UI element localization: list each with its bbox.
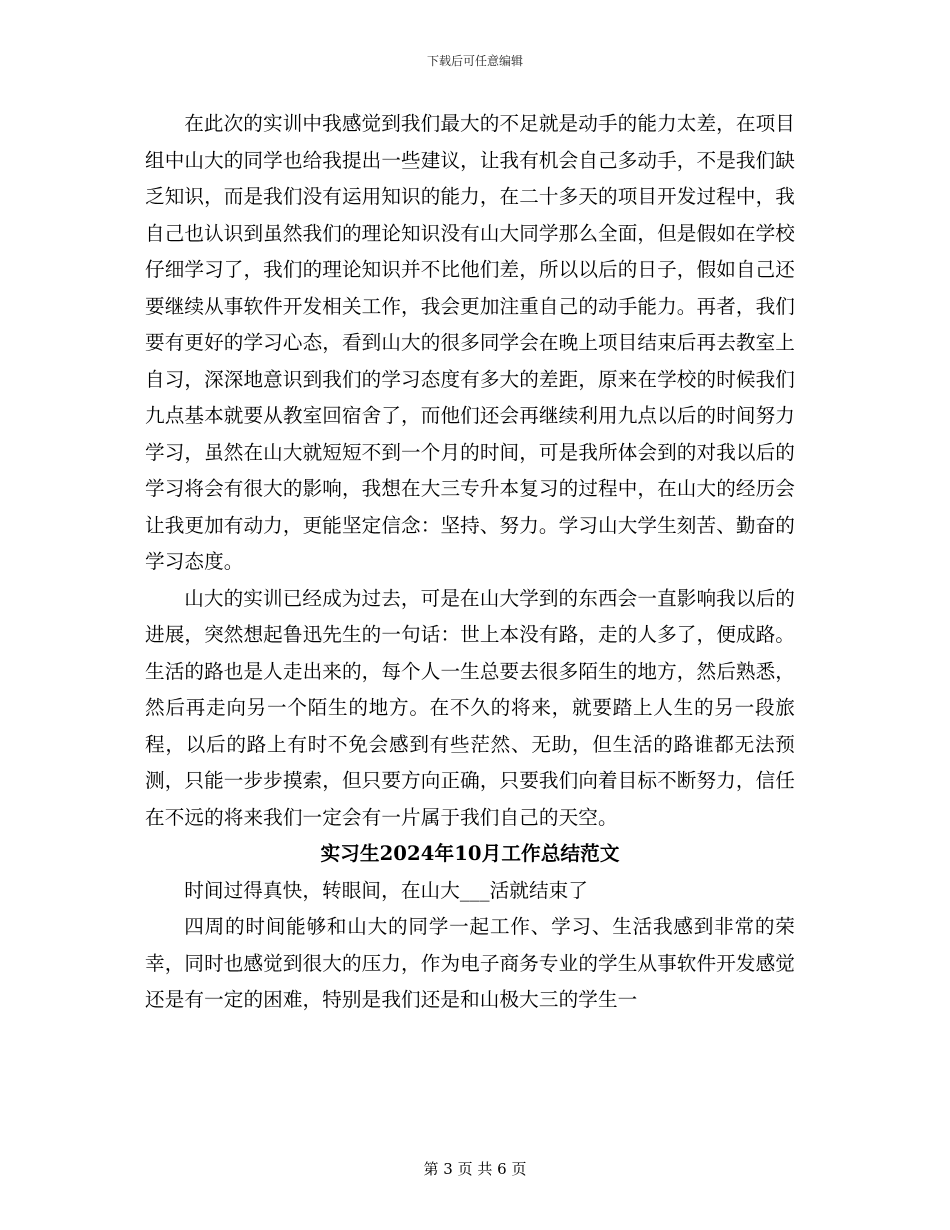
paragraph: 四周的时间能够和山大的同学一起工作、学习、生活我感到非常的荣幸，同时也感觉到很大的压力，作为电子商务专业的学生从事软件开发感觉还是有一定的困难，特别是我们还是和山极大三的学生一 — [145, 915, 795, 1011]
section-title: 实习生2024年10月工作总结范文 — [320, 842, 620, 865]
paragraph: 时间过得真快，转眼间，在山大___活就结束了 — [184, 878, 589, 902]
paragraph: 在此次的实训中我感觉到我们最大的不足就是动手的能力太差，在项目组中山大的同学也给我提出一些建议，让我有机会自己多动手，不是我们缺乏知识，而是我们没有运用知识的能力，在二十多天的项目开发过程中，我自己也认识到虽然我们的理论知识没有山大同学那么全面，但是假如在学校仔细学习了，我们的理论知识并不比他们差，所以以后的日子，假如自己还要继续从事软件开发相关工作，我会更加注重自己的动手能力。再者，我们要有更好的学习心态，看到山大的很多同学会在晚上项目结束后再去教室上自习，深深地意识到我们的学习态度有多大的差距，原来在学校的时候我们九点基本就要从教室回宿舍了，而他们还会再继续利用九点以后的时间努力学习，虽然在山大就短短不到一个月的时间，可是我所体会到的对我以后的学习将会有很大的影响，我想在大三专升本复习的过程中，在山大的经历会让我更加有动力，更能坚定信念：坚持、努力。学习山大学生刻苦、勤奋的学习态度。 — [145, 112, 795, 573]
page-header: 下载后可任意编辑 — [426, 54, 523, 68]
document-body — [145, 106, 795, 1019]
paragraph: 山大的实训已经成为过去，可是在山大学到的东西会一直影响我以后的进展，突然想起鲁迅先生的一句话：世上本没有路，走的人多了，便成路。生活的路也是人走出来的，每个人一生总要去很多陌生的地方，然后熟悉，然后再走向另一个陌生的地方。在不久的将来，就要踏上人生的另一段旅程，以后的路上有时不免会感到有些茫然、无助，但生活的路谁都无法预测，只能一步步摸索，但只要方向正确，只要我们向着目标不断努力，信任在不远的将来我们一定会有一片属于我们自己的天空。 — [145, 586, 795, 829]
page-number: 第 3 页 共 6 页 — [423, 1160, 527, 1178]
